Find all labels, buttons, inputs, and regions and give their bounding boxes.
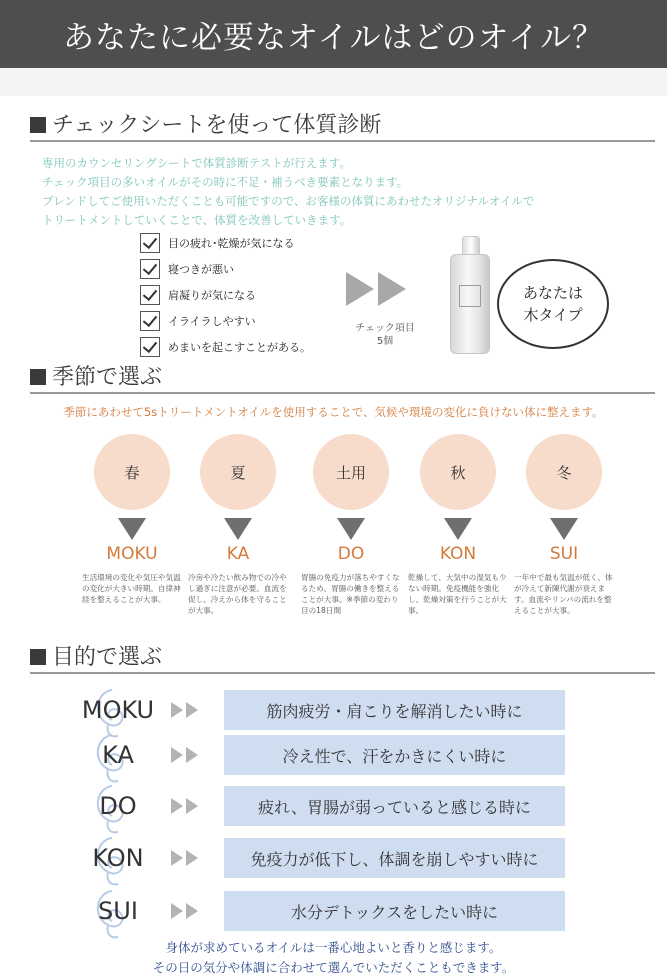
season-kanji-circle: 春: [94, 434, 170, 510]
purpose-row-sui[interactable]: [0, 891, 667, 931]
season-description: 一年中で最も気温が低く、体が冷えて新陳代謝が衰えます。血流やリンパの流れを整えることが大事。: [514, 573, 613, 615]
checklist-item[interactable]: [140, 230, 311, 256]
season-kanji-circle: 冬: [526, 434, 602, 510]
checkbox-checked-icon[interactable]: [140, 285, 160, 305]
heading-square-icon: [30, 369, 46, 385]
checklist-item[interactable]: [140, 256, 311, 282]
double-arrow-icon: [171, 700, 201, 720]
section-divider: [30, 392, 655, 394]
intro-line: チェック項目の多いオイルがその時に不足・補うべき要素となります。: [42, 175, 409, 189]
season-card-kon[interactable]: [404, 434, 512, 616]
season-card-sui[interactable]: [510, 434, 618, 616]
purpose-code: SUI: [98, 897, 138, 925]
symptom-checklist: [140, 230, 311, 360]
season-section-heading-text: 季節で選ぶ: [52, 365, 163, 390]
season-element-name: SUI: [549, 544, 579, 564]
down-triangle-icon: [550, 518, 578, 540]
season-element-name: KA: [226, 544, 250, 564]
purpose-code: KON: [92, 844, 144, 872]
checklist-item[interactable]: [140, 308, 311, 334]
season-description: 生活環境の変化や気圧や気温の変化が大きい時期。自律神経を整えることが大事。: [82, 573, 181, 604]
check-count-caption: [345, 322, 425, 348]
bottle-logo-mark: [459, 285, 481, 307]
purpose-row-moku[interactable]: [0, 690, 667, 730]
purpose-code: DO: [99, 792, 137, 820]
page-header: [0, 0, 667, 68]
purpose-code: MOKU: [81, 696, 155, 724]
double-arrow-icon: [171, 796, 201, 816]
intro-line: ブレンドしてご使用いただくことも可能ですので、お客様の体質にあわせたオリジナルオイルで: [42, 194, 535, 208]
double-arrow-icon: [171, 745, 201, 765]
heading-square-icon: [30, 649, 46, 665]
purpose-row-kon[interactable]: [0, 838, 667, 878]
check-count-label: チェック項目: [355, 323, 415, 334]
bottle-body: [450, 254, 490, 354]
purpose-section-heading: [30, 640, 162, 671]
checkbox-checked-icon[interactable]: [140, 337, 160, 357]
oil-bottle-image: [448, 236, 492, 354]
page-title: あなたに必要なオイルはどのオイル？: [63, 19, 604, 56]
season-card-do[interactable]: [297, 434, 405, 616]
season-kanji-circle: 夏: [200, 434, 276, 510]
closing-line: 身体が求めているオイルは一番心地よいと香りと感じます。: [165, 940, 502, 955]
check-section-heading-text: チェックシートを使って体質診断: [52, 113, 382, 138]
season-lead-text: 季節にあわせて5sトリートメントオイルを使用することで、気候や環境の変化に負けない体に整えます。: [63, 405, 604, 419]
season-element-name: KON: [439, 544, 477, 564]
double-arrow-icon: [346, 272, 408, 306]
check-count-value: 5個: [376, 336, 394, 347]
header-spacer: [0, 68, 667, 96]
purpose-row-do[interactable]: [0, 786, 667, 826]
season-description: 乾燥して、大気中の湿気も少ない時期。免疫機能を強化し、乾燥対策を行うことが大事。: [408, 573, 507, 615]
season-description: 冷房や冷たい飲み物での冷やし過ぎに注意が必要。血流を促し、冷えから体を守ることが大事。: [188, 573, 287, 615]
down-triangle-icon: [118, 518, 146, 540]
section-divider: [30, 140, 655, 142]
season-element-name: DO: [337, 544, 365, 564]
purpose-text-box: 免疫力が低下し、体調を崩しやすい時に: [224, 838, 565, 878]
season-description: 胃腸の免疫力が落ちやすくなるため、胃腸の働きを整えることが大事。※季節の変わり目の18日間: [301, 573, 400, 615]
checkbox-checked-icon[interactable]: [140, 259, 160, 279]
season-kanji-circle: 秋: [420, 434, 496, 510]
purpose-text-box: 筋肉疲労・肩こりを解消したい時に: [224, 690, 565, 730]
down-triangle-icon: [444, 518, 472, 540]
double-arrow-icon: [171, 848, 201, 868]
checklist-item[interactable]: [140, 334, 311, 360]
checkbox-checked-icon[interactable]: [140, 233, 160, 253]
result-badge: [497, 259, 609, 349]
down-triangle-icon: [224, 518, 252, 540]
purpose-code: KA: [102, 741, 134, 769]
result-line: あなたは: [522, 284, 583, 302]
purpose-text-box: 疲れ、胃腸が弱っていると感じる時に: [224, 786, 565, 826]
result-type: 木タイプ: [523, 306, 583, 324]
purpose-text-box: 水分デトックスをしたい時に: [224, 891, 565, 931]
intro-line: 専用のカウンセリングシートで体質診断テストが行えます。: [42, 156, 351, 170]
intro-line: トリートメントしていくことで、体質を改善していきます。: [42, 213, 352, 227]
checklist-item-label: 寝つきが悪い: [168, 263, 234, 276]
checklist-item[interactable]: [140, 282, 311, 308]
checklist-item-label: 目の疲れ･乾燥が気になる: [168, 237, 295, 250]
double-arrow-icon: [171, 901, 201, 921]
season-element-name: MOKU: [106, 544, 158, 564]
check-section-heading: [30, 108, 381, 139]
checklist-item-label: めまいを起こすことがある。: [168, 341, 311, 354]
check-intro-text: [42, 154, 662, 230]
season-section-heading: [30, 360, 162, 391]
down-triangle-icon: [337, 518, 365, 540]
season-card-ka[interactable]: [184, 434, 292, 616]
season-kanji-circle: 土用: [313, 434, 389, 510]
closing-line: その日の気分や体調に合わせて選んでいただくこともできます。: [152, 960, 515, 975]
purpose-row-ka[interactable]: [0, 735, 667, 775]
heading-square-icon: [30, 117, 46, 133]
season-card-moku[interactable]: [78, 434, 186, 605]
checklist-item-label: 肩凝りが気になる: [168, 289, 256, 302]
section-divider: [30, 672, 655, 674]
checklist-item-label: イライラしやすい: [168, 315, 256, 328]
closing-message: [0, 938, 667, 978]
purpose-text-box: 冷え性で、汗をかきにくい時に: [224, 735, 565, 775]
bottle-pump: [462, 236, 480, 256]
checkbox-checked-icon[interactable]: [140, 311, 160, 331]
purpose-section-heading-text: 目的で選ぶ: [52, 645, 163, 670]
